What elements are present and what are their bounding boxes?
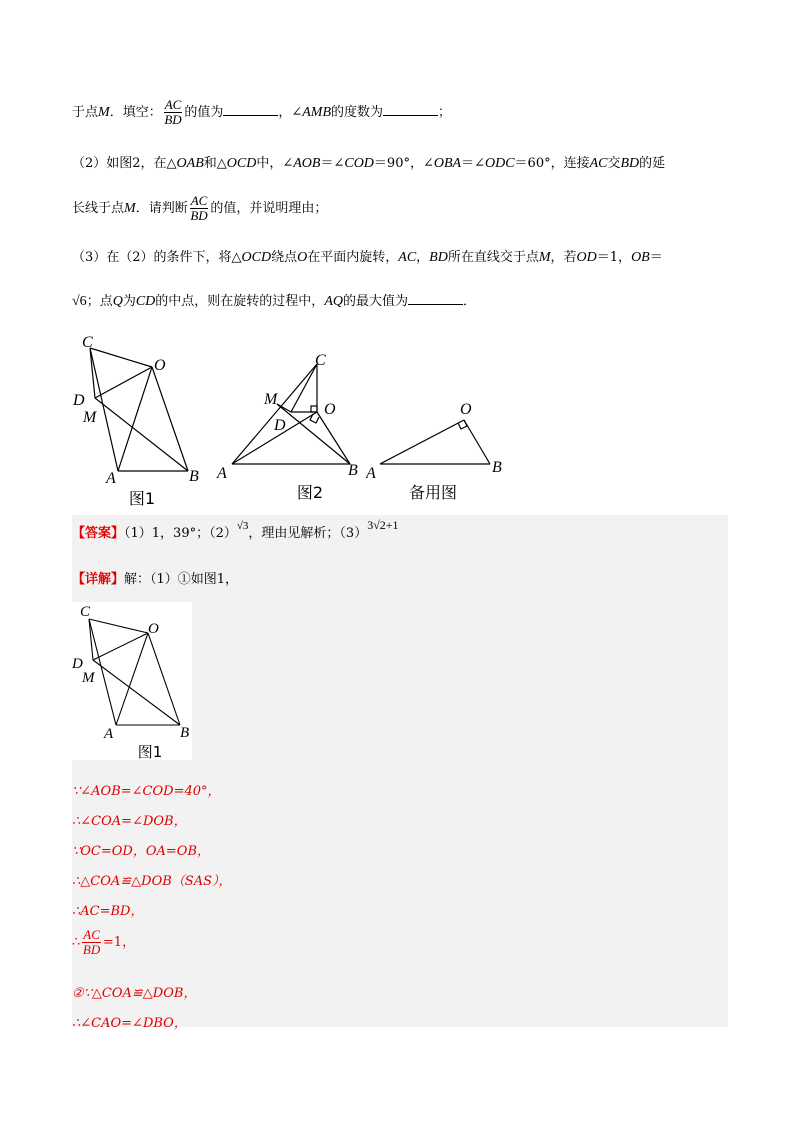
text: ＝60°，连接 — [514, 156, 590, 171]
text: AC — [589, 156, 608, 171]
figure-1 — [70, 330, 210, 510]
text: （2）如图2，在△ — [72, 156, 177, 171]
text: OD — [576, 250, 597, 265]
label-a: A — [106, 470, 116, 487]
text: ＝1， — [596, 250, 632, 265]
detail-intro: 解：（1）①如图1， — [124, 572, 239, 587]
text: 的值为 — [184, 105, 224, 120]
text: ．请判断 — [135, 201, 188, 216]
denominator: BD — [82, 942, 101, 957]
text: COD — [344, 156, 374, 171]
text: ＝∠ — [461, 156, 485, 171]
text: 为 — [122, 294, 136, 309]
proof-line-2: ∴∠COA=∠DOB， — [72, 814, 187, 829]
text: AOB — [293, 156, 321, 171]
label-b: B — [348, 462, 358, 479]
text: AC — [398, 250, 417, 265]
text: OAB — [176, 156, 204, 171]
text: ，∠ — [278, 105, 303, 120]
text: 中，∠ — [256, 156, 294, 171]
label-a: A — [217, 465, 227, 482]
text: CD — [135, 294, 156, 309]
text: 的值，并说明理由； — [210, 201, 328, 216]
text: ． — [463, 294, 477, 309]
label-b: B — [189, 468, 199, 485]
question-part2-line1 — [72, 152, 665, 172]
fraction-ac-bd — [82, 928, 101, 957]
label-b: B — [180, 725, 190, 741]
text: ， — [416, 250, 430, 265]
answer-tag: 【答案】 — [72, 526, 125, 541]
label-c: C — [315, 352, 326, 369]
figure-3 — [366, 396, 516, 506]
answer-part1: （1）1，39°；（2） — [124, 526, 237, 541]
label-a: A — [104, 726, 114, 742]
numerator: AC — [83, 927, 100, 942]
question-part2-line2 — [72, 194, 327, 223]
answer-part3: 3√2+1 — [367, 518, 399, 532]
text: 所在直线交于点 — [447, 250, 539, 265]
label-m: M — [83, 409, 97, 426]
text: ODC — [484, 156, 515, 171]
answer-sqrt3: √3 — [236, 520, 249, 532]
text: ＝∠ — [320, 156, 345, 171]
text: OB — [631, 250, 650, 265]
caption-fig1: 图1 — [137, 743, 163, 760]
label-o: O — [154, 357, 166, 374]
label-d: D — [73, 392, 85, 409]
point-m: M — [98, 105, 110, 120]
caption-fig1: 图1 — [128, 489, 156, 508]
question-part3-line2 — [72, 290, 476, 310]
label-c: C — [80, 604, 91, 620]
fraction-ac-bd — [190, 194, 209, 223]
text: 交 — [607, 156, 621, 171]
label-c: C — [82, 334, 93, 351]
sqrt-6: √6 — [72, 294, 87, 309]
label-d: D — [274, 417, 286, 434]
label-a: A — [366, 465, 376, 482]
proof-line-1: ∵∠AOB=∠COD=40°， — [72, 784, 221, 799]
text: ．填空： — [109, 105, 162, 120]
text: 和△ — [203, 156, 227, 171]
answer-blank — [408, 294, 463, 305]
frac-suffix: =1， — [102, 935, 136, 950]
numerator: AC — [190, 193, 208, 208]
text: 的度数为 — [331, 105, 384, 120]
text: ＝ — [649, 250, 663, 265]
text: M — [124, 201, 136, 216]
caption-backup: 备用图 — [408, 483, 458, 502]
answer-line — [72, 518, 399, 541]
answer-part2: ，理由见解析；（3） — [248, 526, 368, 541]
text: BD — [429, 250, 448, 265]
detail-figure-1 — [72, 602, 192, 760]
label-o: O — [460, 401, 472, 418]
proof-line-3: ∵OC=OD，OA=OB， — [72, 844, 210, 859]
text: OCD — [226, 156, 257, 171]
text: ；点 — [86, 294, 113, 309]
text: ＝90°，∠ — [373, 156, 434, 171]
text: M — [538, 250, 551, 265]
text: 在平面内旋转， — [307, 250, 399, 265]
text: ，若 — [550, 250, 577, 265]
numerator: AC — [164, 97, 182, 112]
text: AQ — [324, 294, 343, 309]
text: BD — [620, 156, 640, 171]
figure-2 — [214, 348, 364, 508]
answer-blank — [223, 105, 278, 116]
caption-fig2: 图2 — [296, 483, 324, 502]
text: Q — [112, 294, 123, 309]
angle-amb: AMB — [302, 105, 332, 120]
proof-line-5: ∴AC=BD， — [72, 904, 144, 919]
text: 绕点 — [271, 250, 298, 265]
label-o: O — [148, 621, 159, 637]
text: 的中点，则在旋转的过程中， — [155, 294, 325, 309]
proof-line-7: ②∵△COA≌△DOB， — [72, 986, 197, 1001]
detail-tag: 【详解】 — [72, 572, 125, 587]
text: OBA — [433, 156, 462, 171]
question-part3-line1 — [72, 246, 663, 266]
answer-blank — [383, 105, 438, 116]
therefore: ∴ — [72, 935, 81, 950]
denominator: BD — [164, 112, 182, 127]
text: O — [297, 250, 308, 265]
label-m: M — [264, 391, 278, 408]
text: ； — [438, 105, 452, 120]
label-d: D — [72, 656, 83, 672]
proof-line-6 — [72, 928, 135, 957]
answer-section — [72, 515, 728, 1027]
label-b: B — [492, 459, 502, 476]
text: OCD — [241, 250, 272, 265]
text: 长线于点 — [72, 201, 125, 216]
fraction-ac-bd — [164, 98, 183, 127]
denominator: BD — [190, 208, 208, 223]
text: 的延 — [639, 156, 666, 171]
proof-line-8: ∴∠CAO=∠DBO， — [72, 1016, 187, 1031]
text: （3）在（2）的条件下，将△ — [72, 250, 242, 265]
label-m: M — [82, 670, 95, 686]
label-o: O — [324, 401, 336, 418]
text: 的最大值为 — [342, 294, 408, 309]
text: 于点 — [72, 105, 99, 120]
proof-line-4: ∴△COA≌△DOB（SAS）， — [72, 874, 232, 889]
detail-intro-line — [72, 568, 238, 587]
question-part1 — [72, 98, 451, 127]
